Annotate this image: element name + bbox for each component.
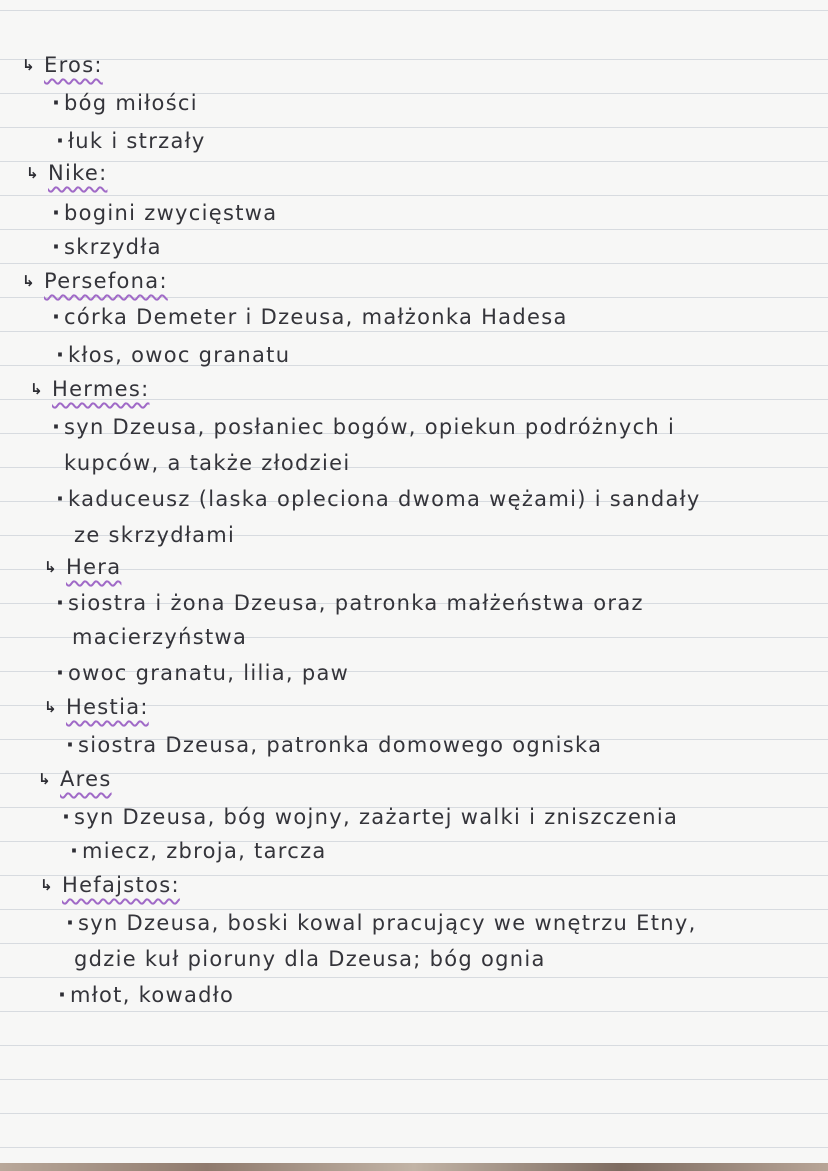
- list-item: [52, 304, 568, 330]
- list-item: [66, 910, 697, 936]
- arrow-icon: ↳: [40, 876, 54, 894]
- list-item: [56, 342, 290, 368]
- section-heading-eros: [22, 52, 103, 78]
- list-item-text: młot, kowadło: [70, 983, 235, 1007]
- list-item-text: ze skrzydłami: [74, 523, 236, 547]
- list-item-text: siostra i żona Dzeusa, patronka małżeństwa oraz: [68, 591, 644, 615]
- list-item-text: syn Dzeusa, posłaniec bogów, opiekun podróżnych i: [64, 415, 676, 439]
- arrow-icon: ↳: [30, 380, 44, 398]
- list-item: [62, 804, 678, 830]
- section-heading-ares: [38, 766, 112, 792]
- list-item-text: miecz, zbroja, tarcza: [82, 839, 327, 863]
- bullet-icon: ·: [52, 201, 62, 225]
- bullet-icon: ·: [66, 911, 76, 935]
- list-item-continuation: [74, 946, 546, 972]
- bullet-icon: ·: [56, 591, 66, 615]
- list-item: [52, 200, 277, 226]
- list-item-text: skrzydła: [64, 235, 162, 259]
- section-heading-hefajstos: [40, 872, 180, 898]
- section-heading-nike: [26, 160, 107, 186]
- arrow-icon: ↳: [22, 56, 36, 74]
- bullet-icon: ·: [58, 983, 68, 1007]
- list-item-text: syn Dzeusa, bóg wojny, zażartej walki i zniszczenia: [74, 805, 679, 829]
- arrow-icon: ↳: [44, 698, 58, 716]
- list-item-text: córka Demeter i Dzeusa, małżonka Hadesa: [64, 305, 568, 329]
- section-title: Hefajstos:: [62, 873, 180, 897]
- list-item-text: kaduceusz (laska opleciona dwoma wężami) i sandały: [68, 487, 701, 511]
- list-item-text: kupców, a także złodziei: [64, 451, 351, 475]
- section-title: Hera: [66, 555, 122, 579]
- list-item: [56, 486, 701, 512]
- list-item: [56, 660, 349, 686]
- bullet-icon: ·: [70, 839, 80, 863]
- bullet-icon: ·: [52, 415, 62, 439]
- section-title: Eros:: [44, 53, 103, 77]
- bullet-icon: ·: [56, 129, 66, 153]
- bullet-icon: ·: [52, 91, 62, 115]
- section-title: Hermes:: [52, 377, 150, 401]
- list-item: [52, 414, 675, 440]
- list-item-continuation: [72, 624, 247, 650]
- list-item-text: macierzyństwa: [72, 625, 248, 649]
- list-item-text: bogini zwycięstwa: [64, 201, 278, 225]
- page-edge: [0, 1163, 828, 1171]
- list-item: [66, 732, 602, 758]
- bullet-icon: ·: [66, 733, 76, 757]
- list-item: [52, 90, 198, 116]
- list-item: [70, 838, 327, 864]
- bullet-icon: ·: [56, 661, 66, 685]
- list-item: [56, 128, 206, 154]
- section-heading-persefona: [22, 268, 168, 294]
- section-heading-hera: [44, 554, 121, 580]
- list-item-text: łuk i strzały: [68, 129, 206, 153]
- bullet-icon: ·: [52, 235, 62, 259]
- list-item-text: bóg miłości: [64, 91, 198, 115]
- arrow-icon: ↳: [22, 272, 36, 290]
- section-title: Ares: [60, 767, 112, 791]
- bullet-icon: ·: [56, 343, 66, 367]
- section-heading-hestia: [44, 694, 149, 720]
- list-item-continuation: [64, 450, 350, 476]
- bullet-icon: ·: [62, 805, 72, 829]
- bullet-icon: ·: [52, 305, 62, 329]
- section-title: Hestia:: [66, 695, 149, 719]
- list-item-text: siostra Dzeusa, patronka domowego ogniska: [78, 733, 603, 757]
- list-item-text: syn Dzeusa, boski kowal pracujący we wnętrzu Etny,: [78, 911, 697, 935]
- list-item-continuation: [74, 522, 235, 548]
- arrow-icon: ↳: [26, 164, 40, 182]
- list-item: [58, 982, 234, 1008]
- arrow-icon: ↳: [44, 558, 58, 576]
- arrow-icon: ↳: [38, 770, 52, 788]
- list-item: [52, 234, 162, 260]
- section-title: Persefona:: [44, 269, 168, 293]
- list-item-text: gdzie kuł pioruny dla Dzeusa; bóg ognia: [74, 947, 546, 971]
- list-item-text: owoc granatu, lilia, paw: [68, 661, 350, 685]
- list-item: [56, 590, 644, 616]
- section-heading-hermes: [30, 376, 149, 402]
- list-item-text: kłos, owoc granatu: [68, 343, 291, 367]
- bullet-icon: ·: [56, 487, 66, 511]
- section-title: Nike:: [48, 161, 108, 185]
